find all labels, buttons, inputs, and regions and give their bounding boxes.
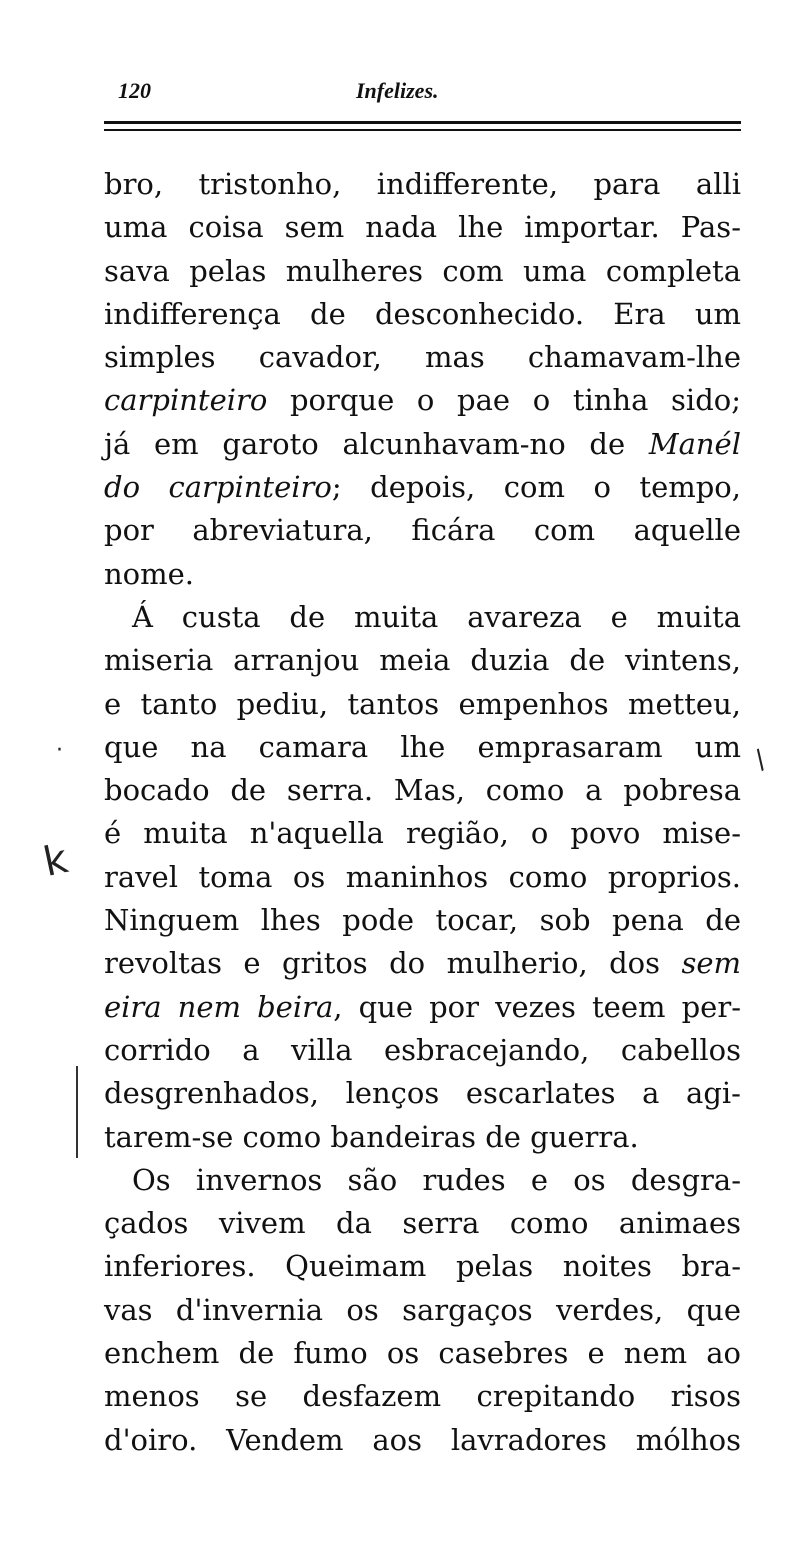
italic-word: sem bbox=[681, 946, 741, 981]
italic-word: Manél bbox=[648, 426, 741, 461]
text-line: revoltas e gritos do mulherio, dos sem bbox=[104, 946, 741, 981]
italic-word: do carpinteiro bbox=[104, 470, 332, 505]
margin-dot-mark: · bbox=[56, 738, 63, 763]
text-line: que na camara lhe emprasaram um bbox=[104, 729, 741, 764]
text-line: d'oiro. Vendem aos lavradores mólhos bbox=[104, 1422, 741, 1457]
text-line: desgrenhados, lenços escarlates a agi- bbox=[104, 1076, 741, 1111]
text-line: carpinteiro porque o pae o tinha sido; bbox=[104, 383, 741, 418]
text-line: do carpinteiro; depois, com o tempo, bbox=[104, 470, 741, 505]
text-line: indifferença de desconhecido. Era um bbox=[104, 296, 741, 331]
text-line: inferiores. Queimam pelas noites bra- bbox=[104, 1249, 741, 1284]
page-header bbox=[118, 78, 743, 108]
text-line: miseria arranjou meia duzia de vintens, bbox=[104, 643, 741, 678]
paragraph-start-line: Á custa de muita avareza e muita bbox=[132, 599, 741, 634]
margin-tick-mark: / bbox=[749, 744, 772, 776]
text-line: é muita n'aquella região, o povo mise- bbox=[104, 816, 741, 851]
text-line: eira nem beira, que por vezes teem per- bbox=[104, 989, 741, 1024]
italic-word: carpinteiro bbox=[104, 383, 268, 418]
text-line: por abreviatura, ficára com aquelle bbox=[104, 513, 741, 548]
text-line: menos se desfazem crepitando risos bbox=[104, 1379, 741, 1414]
text-line: nome. bbox=[104, 556, 195, 591]
text-line: bro, tristonho, indifferente, para alli bbox=[104, 167, 741, 201]
text-line: çados vivem da serra como animaes bbox=[104, 1206, 741, 1241]
text-line: simples cavador, mas chamavam-lhe bbox=[104, 340, 741, 375]
running-title: Infelizes. bbox=[356, 78, 439, 103]
text-line: corrido a villa esbracejando, cabellos bbox=[104, 1032, 741, 1067]
page-number: 120 bbox=[118, 78, 151, 103]
pencil-mark: k bbox=[39, 836, 72, 886]
text-line: vas d'invernia os sargaços verdes, que bbox=[104, 1292, 741, 1327]
text-line: tarem-se como bandeiras de guerra. bbox=[104, 1119, 639, 1154]
text-line: bocado de serra. Mas, como a pobresa bbox=[104, 773, 741, 808]
text-line: sava pelas mulheres com uma completa bbox=[104, 253, 741, 288]
header-rule-top bbox=[104, 121, 741, 124]
text-line: ravel toma os maninhos como proprios. bbox=[104, 859, 741, 894]
italic-word: eira nem beira bbox=[104, 989, 334, 1024]
header-rule-bottom bbox=[104, 129, 741, 131]
text-line: Ninguem lhes pode tocar, sob pena de bbox=[104, 903, 741, 938]
margin-bar-mark bbox=[76, 1066, 78, 1158]
text-line: enchem de fumo os casebres e nem ao bbox=[104, 1336, 741, 1371]
body-text bbox=[104, 163, 741, 1462]
paragraph-start-line: Os invernos são rudes e os desgra- bbox=[132, 1162, 741, 1197]
text-line: uma coisa sem nada lhe importar. Pas- bbox=[104, 210, 741, 245]
text-line: e tanto pediu, tantos empenhos metteu, bbox=[104, 686, 741, 721]
text-line: já em garoto alcunhavam-no de Manél bbox=[104, 426, 741, 461]
